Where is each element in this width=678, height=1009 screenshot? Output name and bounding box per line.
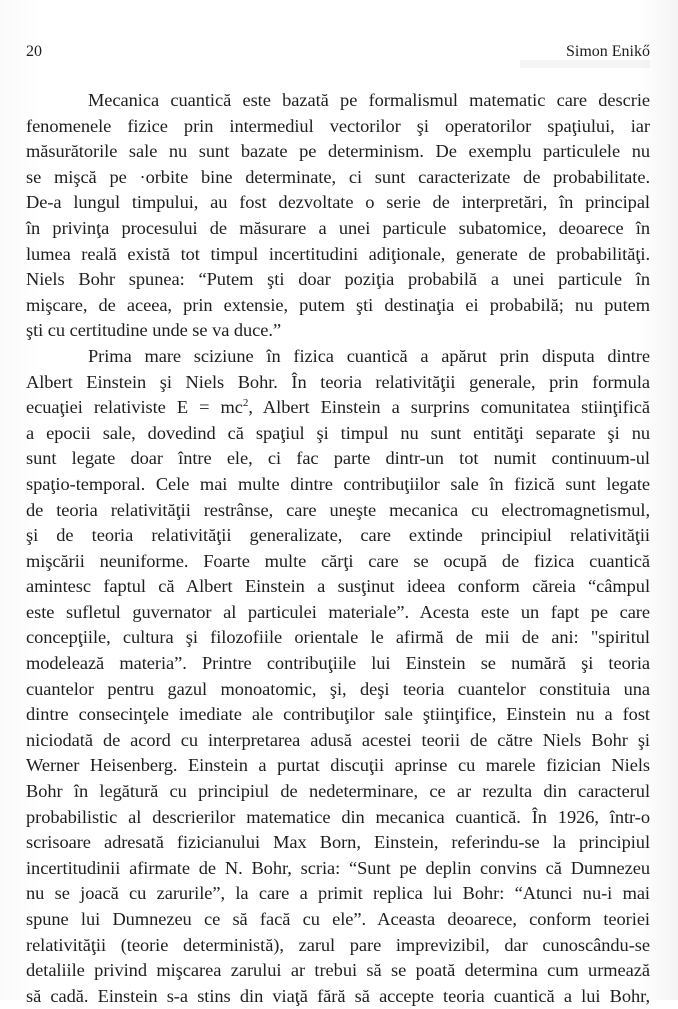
body-text	[26, 88, 650, 1009]
text-line: nu se joacă cu zarurile”, la care a primit replica lui Bohr: “Atunci nu-i mai	[26, 883, 650, 904]
text-line: şi de teoria relativităţii generalizate, care extinde principiul relativităţii	[26, 525, 650, 546]
formula-text-continued: , Albert Einstein a surprins comunitatea stiinţifică	[248, 397, 650, 418]
text-line: Prima mare sciziune în fizica cuantică a apărut prin disputa dintre	[88, 345, 650, 366]
text-line: fenomenele fizice prin intermediul vectorilor şi operatorilor spaţiului, iar	[26, 115, 650, 136]
formula-text: ecuaţiei relativiste E = mc	[26, 397, 243, 418]
text-line: niciodată de acord cu interpretarea adusă acestei teorii de către Niels Bohr şi	[26, 729, 650, 750]
text-line: se mişcă pe ·orbite bine determinate, ci sunt caracterizate de probabilitate.	[26, 166, 650, 187]
text-line: Bohr în legătură cu principiul de nedeterminare, ce ar rezulta din caracterul	[26, 781, 650, 802]
text-line: relativităţii (teorie deterministă), zarul pare imprevizibil, dar cunoscându-se	[26, 934, 650, 955]
text-line: scrisoare adresată fizicianului Max Born, Einstein, referindu-se la principiul	[26, 832, 650, 853]
text-line: şti cu certitudine unde se va duce.”	[26, 320, 282, 341]
page-header	[26, 43, 650, 65]
paragraph-quantum-mechanics	[26, 88, 650, 344]
text-line: dintre consecinţele imediate ale contribuţilor sale ştiinţifice, Einstein nu a fost	[26, 704, 650, 725]
text-line: lumea reală există tot timpul incertitudini adiţionale, generate de probabilităţi.	[26, 243, 650, 264]
text-line: spune lui Dumnezeu ce să facă cu ele”. Aceasta deoarece, conform teoriei	[26, 909, 650, 929]
text-line: în privinţa procesului de măsurare a unei particule subatomice, deoarece în	[26, 217, 650, 238]
running-head-author: Simon Enikő	[565, 43, 650, 60]
text-line: a epocii sale, dovedind că spaţiul şi timpul nu sunt entităţi separate şi nu	[26, 422, 650, 443]
text-line: amintesc faptul că Albert Einstein a susţinut ideea conform căreia “câmpul	[26, 576, 650, 597]
text-line: Niels Bohr spunea: “Putem şti doar poziţia probabilă a unei particule în	[26, 269, 650, 290]
text-line: modelează materia”. Printre contribuţiile lui Einstein se numără şi teoria	[26, 653, 650, 674]
text-line: detaliile privind mişcarea zarului ar trebui să se poată determina cum urmează	[26, 960, 650, 981]
page-number: 20	[26, 43, 42, 60]
text-line: de teoria relativităţii restrânse, care uneşte mecanica cu electromagnetismul,	[26, 499, 650, 520]
text-line-formula	[26, 395, 650, 421]
text-line: spaţio-temporal. Cele mai multe dintre contribuţiilor sale în fizică sunt legate	[26, 473, 650, 494]
paragraph-einstein-bohr	[26, 344, 650, 1009]
text-line: probabilistic al descrierilor matematice din mecanica cuantică. În 1926, într-o	[26, 806, 650, 827]
formula-exponent: 2	[242, 397, 249, 409]
text-line: sunt legate doar între ele, ci fac parte dintr-un tot numit continuum-ul	[26, 448, 650, 469]
text-line: măsurătorile sale nu sunt bazate pe determinism. De exemplu particulele nu	[26, 141, 650, 162]
text-line: este sufletul guvernator al particulei materiale”. Acesta este un fapt pe care	[26, 601, 650, 622]
text-line: incertitudinii afirmate de N. Bohr, scria: “Sunt pe deplin convins că Dumnezeu	[26, 857, 650, 878]
text-line: concepţiile, cultura şi filozofiile orientale le afirmă de mii de ani: "spiritul	[26, 627, 650, 648]
text-line: să cadă. Einstein s-a stins din viaţă fără să accepte teoria cuantică a lui Bohr,	[26, 985, 650, 1006]
text-line: cuantelor pentru gazul monoatomic, şi, deşi teoria cuantelor constituia una	[26, 678, 650, 699]
text-line: Mecanica cuantică este bazată pe formalismul matematic care descrie	[88, 90, 650, 110]
text-line: mişcării neuniforme. Foarte multe cărţi care se ocupă de fizica cuantică	[26, 550, 650, 571]
text-line: De-a lungul timpului, au fost dezvoltate o serie de interpretări, în principal	[26, 192, 650, 213]
text-line: Werner Heisenberg. Einstein a purtat discuţii aprinse cu marele fizician Niels	[26, 755, 650, 776]
text-line: mişcare, de aceea, prin extensie, putem şti destinaţia ei probabilă; nu putem	[26, 294, 650, 315]
text-line: Albert Einstein şi Niels Bohr. În teoria relativităţii generale, prin formula	[26, 371, 650, 392]
